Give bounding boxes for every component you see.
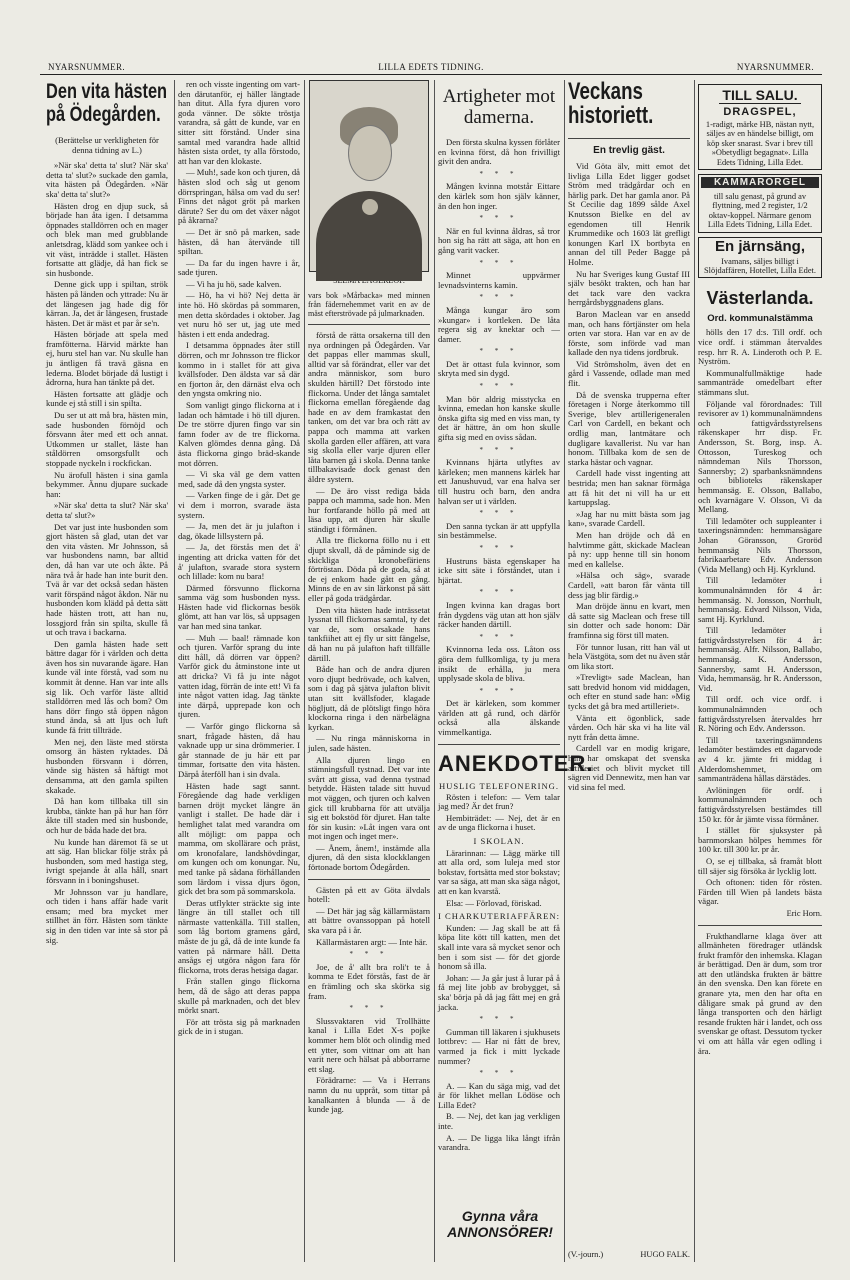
paragraph: Gästen på ett av Göta älvdals hotell: — [308, 884, 430, 905]
section-title-anekdoter: ANEKDOTER. — [438, 750, 594, 776]
paragraph: Vid Göta älv, mitt emot det livliga Lilla Edet ligger godset Ström med trädgårdar och en härlig park. Det har gamla anor. På St Cecilie dag 1899 sålde Axel Knutsson Bielke en del av egendomen till Henrik Krummedike och 1603 lät grefligt konungen Karl IX bortbyta en annan del till Peder Bagge på Holme. — [568, 161, 690, 267]
paragraph: Många kungar äro som »kungar» i kortleken. De låta regera sig av knektar och — damer. — [438, 304, 560, 344]
paragraph: — Vi ha ju hö, sade kalven. — [186, 278, 282, 289]
paragraph: Kvinnorna leda oss. Låton oss göra dem fullkomliga, ty ju mera insikt de erhålla, ju mera upplysade skola de bliva. — [438, 644, 560, 684]
separator-stars: * * * — [479, 1015, 519, 1024]
paragraph: Till ordf. och vice ordf. i kommunalnämnden och fattigvårdsstyrelsen återvaldes hrr R. Nöring och Edv. Andersson. — [698, 694, 822, 734]
paragraph: Förädrarne: — Va i Herrans namn du nu uppråt, som tittar på kanalkanten å blunda — å de kunde jag. — [308, 1075, 430, 1115]
paragraph: När en ful kvinna åldras, så tror hon sig ha rätt att säga, att hon en gång varit vacker. — [438, 225, 560, 255]
paragraph: Avlöningen för ordf. i kommunalnämnden och fattigvårdsstyrelsen bestämdes till 150 kr. för år jämte vissa förmåner. — [698, 784, 822, 824]
paragraph: — Varför gingo flickorna så snart, frågade hästen, då hau vaknade upp ur sina drömmerier. I går stannade de ju här ett par timmar, fortsatte den vita hästen. Därpå återföll han i sin dvala. — [178, 721, 300, 779]
separator-stars: * * * — [479, 214, 519, 223]
paragraph: A. — Kan du säga mig, vad det är för likhet mellan Lödöse och Lilla Edet? — [438, 1080, 560, 1110]
advertisers-box — [440, 1208, 560, 1240]
paragraph: »När ska' detta ta slut? När ska' detta ta' slut?» — [46, 500, 168, 520]
paragraph: Kommunalfullmäktige hade sammanträde omedelbart efter stämmans slut. — [698, 367, 822, 398]
paragraph: Till taxeringsnämndens ledamöter bestämdes ett dagarvode av 4 kr. jämte fri middag i Alderdomshemmet, om sammanträdena hållas därstädes. — [698, 734, 822, 784]
column-2 — [178, 80, 300, 1262]
paragraph: »Jag har nu mitt bästa som jag kan», svarade Cardell. — [568, 508, 690, 529]
ad-title: En järnsäng, — [714, 237, 806, 255]
section-subtitle: HUSLIG TELEFONERING. — [438, 780, 560, 791]
paragraph: Denne gick upp i spiltan, strök hästen på länden och yttrade: Nu är det längesen jag hade dig för kärran. Ja, det är längesen, frustade hästen. Det är mäst et par år se'n. — [46, 279, 168, 328]
column-rule — [304, 80, 305, 1262]
divider — [698, 925, 822, 926]
column-5 — [568, 80, 690, 1262]
separator-stars: * * * — [349, 950, 389, 959]
paragraph: Följande val förordnades: Till revisorer av 1) kommunalnämndens och fattigvårdsstyrelsens räkenskaper hrr disp. Fr. Andersson, St. Borg, insp. A. Ottosson, Tureskog och nämndeman Nils Thorsson, Sannersby; 2) sparbanksnämndens och biblioteks räkenskaper hemmansäg. E. Olsson, Ballabo, och kvarnägare V. Olsson, Vi da Mellang. — [698, 398, 822, 515]
paragraph: Den första skulna kyssen förlåter en kvinna först, då hon frivilligt givit den andra. — [438, 137, 560, 167]
paragraph: Mången kvinna motstår Eittare den kärlek som hon själv känner, än den hon inger. — [438, 181, 560, 211]
separator-stars: * * * — [479, 169, 519, 178]
paragraph: Till ledamöter i fattigvårdsstyrelsen för 4 år: hemmansäg. Alfr. Nilsson, Ballabo, hemmansäg. K. Andersson, Sannersby, samt H. Andersson, Vida, hemmansäg. hr R. Andersson, Vid. — [698, 625, 822, 693]
paragraph: — Nu ringa människorna in julen, sade hästen. — [308, 733, 430, 753]
advertisers-line-2: ANNONSÖRER! — [447, 1224, 553, 1240]
article-title-artigheter: Artigheter mot — [442, 86, 556, 107]
column-rule — [174, 80, 175, 1262]
paragraph: — Muh!, sade kon och tjuren, då hästen slod och såg ut genom dörrspringan, hälsa om vad du ser! Finns det något gröt på marken därute? Ser du om det växer något på åkrarna? — [178, 167, 300, 226]
paragraph: Ingen kvinna kan dragas bort från dygdens väg utan att hon själv räcker handen därtill. — [438, 599, 560, 630]
paragraph: — Muh — baal! rämnade kon och tjuren. Varför sprang du inte ditt håll, då dörren var öppen? Varför gick du åtminstone inte ut att dricka? Vi få ju inte något vatten idag, förrän de inte ett! Vi fa inte något vatten idag. Jag tänkte inte därpå, upprepade kon och tjuren. — [178, 632, 300, 720]
story-signature — [568, 1250, 690, 1259]
paragraph: Hustruns bästa egenskaper ha icke sitt säte i förståndet, utan i hjärtat. — [438, 555, 560, 585]
separator-stars: * * * — [479, 686, 519, 695]
article-title-historiett: Veckans historiett. — [568, 78, 654, 129]
paragraph: Du ser ut att må bra, hästen min, sade husbonden förnöjd och försvann åter med ett och annat. Utkommen ur stallet, läste han ståldörren omsorgsfullt och stoppade nyckeln i rockfickan. — [46, 410, 168, 468]
paragraph: Både han och de andra djuren voro djupt bedrövade, och kalven, som i dag på sjätva julafton blivit utan sitt kvällsfoder, klagade högljutt, då de plötsligt fingo höra klockorna ringa i den närbelägna kyrkan. — [308, 664, 430, 732]
paragraph: Alla tre flickorna föllo nu i ett djupt skvall, då de påminde sig de skickliga kronobefäriens förtröstan. Döda på de goda, så at de ej enkom hade gått en gång. Minns de en av sin lärkonst på sätt eller på goda trädgårdar. — [308, 535, 430, 604]
paragraph: — Ånem, ånem!, instämde alla djuren, då den sista klockklangen förtonade bortom Ödegården. — [308, 842, 430, 873]
paragraph: hölls den 17 d:s. Till ordf. och vice ordf. i stämman återvaldes resp. hrr R. A. Linderoth och P. E. Nyström. — [698, 327, 822, 367]
paragraph: För att trösta sig på marknaden gick de in i stugan. — [178, 1016, 300, 1037]
paragraph: I stället för sjuksyster på barnmorskan hölpes hemmes för 100 kr. till 300 kr. pr år. — [698, 825, 822, 855]
paragraph: Deras utflykter sträckte sig inte längre än till stallet och till närmaste vattenkälla. Till stallen, som låg bortom gramens gård, måste de ju gå, då de inte kunde fa vatten på närmare håll. Detta ansågs ej utgöra någon fara för flickorna, trots deras hetsiga dagar. — [178, 897, 300, 975]
paragraph: Det var just inte husbonden som gjort hästen så glad, utan det var den vita västen. Mr Johnsson, så var husbondens namn, bar alltid den, då han var ute och åkte. På nära två år hade han inte burit den. Tvä år var det också sedan hästen varit förspänd något åkdon. När nu husbonden kom klädd på detta sätt hade hästen trott, att han nu, lossgjord från sin spilta, skulle få ut och trava i backarna. — [46, 521, 168, 638]
paragraph: Johan: — Ja går just å lurar på å få mej lite jobb av brobygget, så ska' börja på då jag fått mej en grå jacka. — [438, 972, 560, 1012]
paragraph: Men nej, den läste med största omsorg än hästen ryktades. Då husbonden försvann i dörren, vände sig hästen så häftigt mot densamma, att den gamla spilten skakade. — [46, 736, 168, 795]
paragraph: Minnet uppvärmer levnadsvinterns kamin. — [438, 270, 560, 290]
paragraph: Rösten i telefon: — Vem talar jag med? Är det frun? — [438, 791, 560, 812]
paragraph: Nu har Sveriges kung Gustaf III själv besökt trakten, och han har det tack vare den vackra herrgårdsbyggnadens glans. — [568, 268, 690, 308]
paragraph: Och oftonen: tiden för rösten. Färden till Wien på landets bästa vägar. — [698, 877, 822, 907]
paragraph: Till ledamöter och suppleanter i taxeringsnämnden: hemmansägare Johan Göransson, Groröd hemmansäg Nils Thorsson, fabrikaarbetare Edv. Andersson (Vida Mellang) och Hj. Kyrklund. — [698, 515, 822, 574]
paragraph: — Hö, ha vi hö? Nej detta är inte hö. Hö skördas på sommaren, men detta skördades i oktober. Jag vet nuru hö ser ut, jag ute med hästen i ett enda andedrag. — [178, 290, 300, 339]
paragraph: Kvinnans hjärta utlyftes av kärleken; men mannens kärlek har ett Janushuvud, var ena halva ser till hustru och barn, den andra halvan ser ut i världen. — [438, 457, 560, 506]
article-subtitle: (Berättelse ur verkligheten för denna tidning av L.) — [55, 135, 159, 155]
portrait-face — [348, 125, 392, 181]
divider — [308, 324, 430, 325]
paragraph: Cardell hade visst ingenting att bestrida; men han saknar förmåga att få hit det ni vill ha ur ett kartuppslag. — [568, 468, 690, 508]
column-rule — [434, 80, 435, 1262]
paragraph: Hembiträdet: — Nej, det är en av de unga flickorna i huset. — [438, 812, 560, 833]
paragraph: — Varken finge de i går. Det ge vi dem i morron, svarade ästa systern. — [178, 490, 300, 520]
portrait-selma-lagerlof — [309, 80, 429, 272]
column-rule — [694, 80, 695, 1262]
anecdotes — [438, 793, 560, 1153]
signature: Eric Horn. — [786, 908, 822, 918]
paragraph: Det är kärleken, som kommer världen att gå rund, och därför också alla älskande vimmelkantiga. — [438, 698, 560, 738]
paragraph: — Vi ska väl ge dem vatten med, sade då den yngsta syster. — [178, 469, 300, 489]
divider — [568, 138, 690, 139]
paragraph: Elsa: — Förlovad, föriskad. — [446, 897, 542, 908]
paragraph: Cardell var en modig krigare, han har omskapat det svenska artilleriet och blivit mycket till sägren vid Dennewitz, men han var vid sina fel med. — [568, 743, 690, 792]
short-items — [308, 886, 430, 1115]
paragraph: A. — De ligga lika långt ifrån varandra. — [438, 1132, 560, 1153]
paragraph: Mr Johnsson var ju handlare, och tiden i hans affär hade varit ensam; med bra mycket mer stillhet än förr. Hästen som tänkte sig in den tiden var inte så stor på sig. — [46, 886, 168, 945]
paragraph: — Da far du ingen havre i år, sade tjuren. — [178, 257, 300, 278]
ad-title: KAMMARORGEL — [701, 177, 819, 188]
paragraph: För tunnor lusan, ritt han väl ut hela Västgöta, som det nu även står om lika stort. — [568, 641, 690, 671]
paragraph: — Ja, men det är ju julafton i dag, ökade lillsystern på. — [178, 521, 300, 541]
paragraph: Från stallen gingo flickorna hem, då de sågo att deras pappa skulle på marknaden, och det blev mörkt snart. — [178, 976, 300, 1016]
paragraph: Källarmästaren argt: — Inte här. — [316, 936, 428, 947]
paragraph: B. — Nej, det kan jag verkligen inte. — [438, 1111, 560, 1132]
paragraph: Den vita hästen hade inträssetat lyssnat till flickornas samtal, ty det var de, som orsakade hans tankfiihet att ej fly ur sitt fängelse, då han nu på julafton haft tillfälle därtill. — [308, 604, 430, 663]
paragraph: förstå de rätta orsakerna till den nya ordningen på Ödegården. Var det pappas eller mammas skull, alltid var så förändrat, eller var det andra människor, som buro skulden härtill? Det förstodo inte flickorna. Under det långa samtalet flickorna emellan föregående dag hade en av dem framkastat den tanken, om det var bra och rätt av pappa och mamma att varken skolla garden eller affären, att vara sig skolla eller varje djuren eller låta barnen gå i skola. Denna tanke tillbakavisade dock genast den äldre systern. — [308, 330, 430, 484]
paragraph: Därmed försvunno flickorna samma väg som husbonden nyss. Hästen hade vid flickornas besök glömt, att han var lös, så uppsagen var han med sina tankar. — [178, 582, 300, 632]
header-right: NYARSNUMMER. — [736, 62, 814, 72]
portrait-brooch — [362, 199, 378, 215]
aphorisms — [438, 138, 560, 738]
ad-text: Ivamans, säljes billigt i Slöjdaffären, Hotellet, Lilla Edet. — [704, 256, 816, 276]
paragraph: Då de svenska trupperna efter företagen i Norge återkommo till Sverige, blev artillerigeneralen Carl von Cardell, en bekant och ordlig man, lantmätare och dugligare kavallerist. Nu var han honom. Tillbaka kom de sen de starka hästar och vagnar. — [568, 389, 690, 467]
section-title-vasterlanda: Västerlanda. — [706, 288, 814, 309]
paragraph: Lärarinnan: — Lägg märke till att alla ord, som luleja med stor bokstav, fortsätta med stor bokstav; var sa säga, att man ska säga något, att en kan kvarstå. — [438, 847, 560, 896]
classified-ad-jarnsang — [698, 237, 822, 279]
paragraph: Hästen drog en djup suck, så började han åta igen. I detsamma öppnades stalldörren och en mager och blek man med grubblande anletsdrag, klädd som yankee och i vit väst, inträdde i stallet. Hästen fortsatte att glädje, då han fick se sin husbonde. — [46, 200, 168, 278]
separator-stars: * * * — [479, 445, 519, 454]
paragraph: — De äro visst rediga båda pappa och mamma, sade hon. Men hur fortfarande höllo på med att läsa upp, att djuren här skulle ständigt i förmånen. — [308, 485, 430, 534]
section-subtitle: I SKOLAN. — [473, 836, 525, 847]
paragraph: Kunden: — Jag skall be att få köpa lite kött till katten, men det skall inte vara så mycket senor och ben i som sist — för det gjorde honom så illa. — [438, 922, 560, 972]
paragraph: I detsamma öppnades åter still dörren, och mr Johnsson tre flickor kommo in i stallet för att giva kvällsfoder. Den äldsta var så där en fjorton år, den därnäst elva och den yngsta omkring nio. — [178, 340, 300, 399]
story-author: HUGO FALK. — [640, 1250, 690, 1259]
paragraph: Frukthandlarne klaga över att allmänheten föredrager utländsk frukt framför den inhemska. Klagan är berättigad. Den är dum, som tror att den utländska frukten är bättre än den svenska. Den kan förete en granare yta, men den har ofta en dåligare smak på grund av den långa transporten och den härligt resande frukten här i landet, och oss svenskar ge oftast. Dessutom tycker vi om att hålla vår egen odling i ära. — [698, 930, 822, 1056]
page-header — [40, 58, 822, 75]
section-subtitle: I CHARKUTERIAFFÄREN: — [438, 911, 560, 922]
separator-stars: * * * — [479, 258, 519, 267]
paragraph: Hästen fortsatte att glädje och kunde ej stå still i sin spilta. — [46, 388, 168, 409]
paragraph: Nu kunde han däremot fä se ut att säg. Han blickar följe stråx på husbonden, som med hastiga steg, ivrigt spejande åt alla håll, snart försvann in i boningshuset. — [46, 836, 168, 885]
paragraph: »När ska' detta ta' slut? När ska' detta ta' slut?» suckade den gamla, vita hästen på Ödegården. »När ska' detta ta' slut?» — [46, 160, 168, 199]
municipal-report — [698, 328, 822, 1056]
story-body — [568, 162, 690, 792]
advertisers-line-1: Gynna våra — [461, 1208, 539, 1224]
story-source: (V.-journ.) — [568, 1250, 604, 1259]
portrait-caption-text: vars bok »Mårbacka» med minnen från fädernehemmet varit en av de mäst efterströvade på julmarknaden. — [308, 291, 430, 318]
separator-stars: * * * — [479, 588, 519, 597]
separator-stars: * * * — [479, 543, 519, 552]
header-left: NYARSNUMMER. — [48, 62, 126, 72]
section-subtitle: Ord. kommunalstämma — [707, 313, 813, 325]
paragraph: Baron Maclean var en ansedd man, och hans förtjänster om hela orten var stora. Han var en av de förste, som införde vad man kallade den nya tidens jordbruk. — [568, 308, 690, 358]
article-body-continued — [308, 331, 430, 873]
paragraph: »Trevligt» sade Maclean, han satt bredvid honom vid middagen, och efter en stund sade han: »Mig tycks det gå bra med artilleriet». — [568, 672, 690, 712]
story-subtitle: En trevlig gäst. — [593, 145, 665, 156]
header-center: LILLA EDETS TIDNING. — [378, 62, 484, 72]
classified-ad-dragspel — [698, 84, 822, 170]
article-body — [46, 161, 168, 945]
paragraph: Den gamla hästen hade sett bättre dagar för i världen och detta även hos sin nuvarande ägare. Han kunde väl inte förstå, vad som nu kommit åt denne. Han var inte alls sig lik. Och varför läste alltid stalldörren med lås och bom? Om hans dörr fingo stå öppen någon stund ända, så att ljus och luft kunde fä fritt tillträde. — [46, 638, 168, 736]
paragraph: Till ledamöter i kommunalnämnden för 4 år: hemmansäg. N. Jonsson, Norrhult, hemmansäg. Edvard Nilsson, Vida, samt Hj. Kyrklund. — [698, 575, 822, 624]
paragraph: — Ja, det förstås men det å' ingenting att dricka vatten för det å' julafton, svarade stora systern och lillade: kom nu bara! — [178, 542, 300, 582]
paragraph: Det är ottast fula kvinnor, som skryta med sin dygd. — [438, 358, 560, 379]
paragraph: Gumman till läkaren i sjukhusets lottbrev: — Har ni fått de brev, varmed ja fick i mitt lyckade nummer? — [438, 1026, 560, 1066]
divider — [308, 879, 430, 880]
paragraph: Man dröjde ännu en kvart, men då satte sig Maclean och frese till sin dotter och sade honom: Där framfinna sig först till maten. — [568, 601, 690, 640]
paragraph: Slussvaktaren vid Trollhätte kanal i Lilla Edet X-s pojke kommer hem blöt och olindig med ett ytter, som vittnar om att han varit nere och hälsat på abborrarne ett slag. — [308, 1015, 430, 1074]
divider — [438, 744, 560, 745]
paragraph: Men han dröjde och då en halvtimme gått, skickade Maclean på ny: upp henne till sin honom med en kallelse. — [568, 529, 690, 569]
separator-stars: * * * — [479, 293, 519, 302]
column-rule — [564, 80, 565, 1262]
paragraph: Vänta ett ögonblick, sade vården. Och här ska vi ha lite väl nytt från detta ämne. — [568, 712, 690, 742]
ad-title: TILL SALU. — [719, 87, 801, 104]
column-3 — [308, 80, 430, 1262]
ad-text: 1-radigt, märke HB, nästan nytt, säljes av en händelse billigt, om köp sker snarast. Svar i brev till »Obetydligt begagnat». Lilla Edets Tidning, Lilla Edet. — [705, 120, 815, 167]
ad-text: till salu genast, på grund av flyttning, med 2 register, 1/2 oktav-koppel. Närmare genom Lilla Edets Tidning, Lilla Edet. — [707, 192, 813, 230]
separator-stars: * * * — [479, 632, 519, 641]
paragraph: Vid Strömsholm, även det en gård i Vassende, odlade man med flit. — [568, 358, 690, 389]
paragraph: O, se ej tillbaka, så framåt blott till säjer sig försöka är lycklig lott. — [698, 855, 822, 876]
paragraph: — Det är snö på marken, sade hästen, då han återvände till spiltan. — [178, 226, 300, 257]
column-6 — [698, 80, 822, 1262]
paragraph: Alla djuren lingo en stämningsfull tystnad. Det var inte svårt att gissa, vad denna tystnad betydde. Hästen talade sitt huvud mot väggen, och tjuren och kalven gick till krubbarna för att utvälja sig ett bokstöd för djuret. Han talte för sin kusin: »Låt ingen vara ont mot ingen och inget mer». — [308, 754, 430, 842]
paragraph: ren och visste ingenting om vart-den därutanför, ej häller längtade han ditut. Alla fyra djuren voro goda vänner. De sökte tröstja varandra, så gått de kunde, var en sitter sitt förstånd. Under sina samtal med varandra hade alltid hästen sista ordet, ty alla förstodo, att han var den klokaste. — [178, 79, 300, 166]
paragraph: Hästen började att spela med framfötterna. Härvid märkte han ej, huru stel han var. Nu skulle han ju äntligen få travä gäsna en lederna. Blodet började då lustigt i ådrorna, hura han tänkte på det. — [46, 329, 168, 388]
separator-stars: * * * — [479, 382, 519, 391]
column-1 — [46, 80, 168, 1262]
paragraph: Som vanligt gingo flickorna at i ladan och hämtade i hö till djuren. De tre större djuren fingo var sin famn foder av de tre flickorna. Kalven glömdes denna gång. Då ästa flickorna gingo bräd-skande mot dörren. — [178, 400, 300, 468]
paragraph: Man bör aldrig misstycka en kvinna, emedan hon kanske skulle önska gifta sig med en viss man, ty det är hättre, än om hon skulle gifta sig med en oviss sådan. — [438, 393, 560, 443]
separator-stars: * * * — [349, 1004, 389, 1013]
paragraph: — Det här jag såg källarmästarn att bättre ovanssoppan på hotell ska vara på i år. — [308, 905, 430, 936]
separator-stars: * * * — [479, 347, 519, 356]
article-body-continued — [178, 80, 300, 1037]
paragraph: »Hälsa och säg», svarade Cardell, »att baron får vänta till dess jag blir färdig.» — [568, 570, 690, 600]
separator-stars: * * * — [479, 509, 519, 518]
separator-stars: * * * — [479, 1069, 519, 1078]
classified-ad-kammarorgel — [698, 174, 822, 233]
paragraph: Den sanna tyckan är att uppfylla sin bestämmelse. — [438, 520, 560, 541]
paragraph: Joe, de å' allt bra roli't te å komma te Edet förstås, fast de är en främling och ska skörka sig fram. — [308, 961, 430, 1001]
article-title-vita-hasten: Den vita hästen på Ödegården. — [46, 80, 168, 126]
ad-subtitle: DRAGSPEL, — [723, 106, 797, 118]
paragraph: Nu ärofull hästen i sina gamla bekymmer. Ännu djupare suckade han: — [46, 469, 168, 499]
paragraph: Då han kom tillbaka till sin krubba, tänkte han på hur han förr åkte till staden med sin husbonde, och hur de båda hade det bra. — [46, 796, 168, 835]
article-title-artigheter-2: damerna. — [463, 107, 535, 128]
paragraph: Hästen hade sagt sannt. Föregående dag hade verkligen barnen dröjt mycket längre än vanligt i stallet. De hade där i hemlighet talat med varandra om allt möjligt: om pappa och mamma, om skollärare och präst, om kronofalare, landshövdingar, om kungen och om konungar. Nu, med tanke på sådana förhållanden som lärdom i vissa djurs ögon, gick det bra som på sommarskola. — [178, 780, 300, 897]
